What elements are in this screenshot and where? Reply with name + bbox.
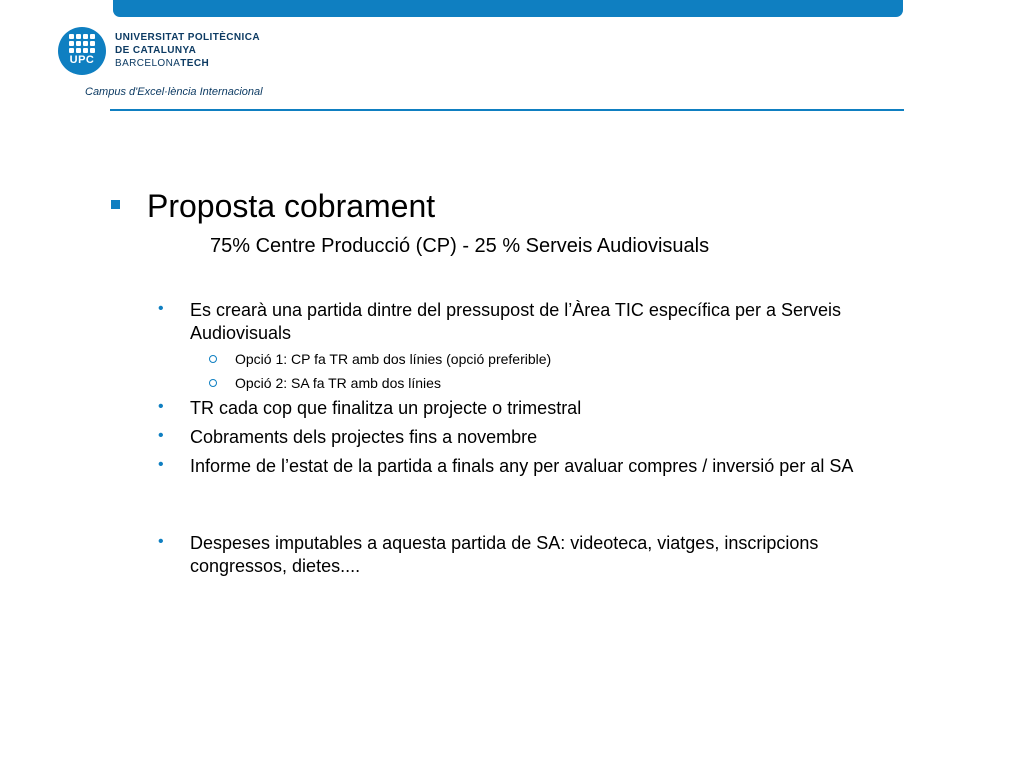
logo-line-1: UNIVERSITAT POLITÈCNICA [115,32,260,43]
upc-logo [58,27,308,102]
sub-list-item: Opció 1: CP fa TR amb dos línies (opció preferible) [235,351,552,367]
list-item: Informe de l’estat de la partida a finals any per avaluar compres / inversió per al SA [190,456,854,476]
logo-line-2: DE CATALUNYA [115,45,197,56]
list-item: Cobraments dels projectes fins a novembre [190,427,538,447]
logo-line-3: BARCELONATECH [115,58,210,69]
list-item: Es crearà una partida dintre del pressupost de l’Àrea TIC específica per a Serveis Audiovisuals [190,300,842,343]
list-item: TR cada cop que finalitza un projecte o trimestral [190,398,582,418]
slide-subtitle: 75% Centre Producció (CP) - 25 % Serveis Audiovisuals [210,235,710,257]
logo-campus-tagline: Campus d'Excel·lència Internacional [85,86,263,98]
title-bullet-icon [111,200,120,209]
bullet-icon: • [158,300,164,317]
bullet-icon: • [158,427,164,444]
slide-title: Proposta cobrament [147,188,436,224]
upc-logo-mark [58,27,106,75]
bullet-icon: • [158,533,164,550]
logo-circle-text: UPC [69,54,95,66]
bullet-icon: • [158,456,164,473]
logo-dots-icon [69,34,95,52]
list-item: Despeses imputables a aquesta partida de SA: videoteca, viatges, inscripcions congressos, dietes.... [190,533,819,576]
sub-bullet-icon [209,379,217,387]
sub-list-item: Opció 2: SA fa TR amb dos línies [235,375,441,391]
bullet-icon: • [158,398,164,415]
header-divider [110,109,904,111]
sub-bullet-icon [209,355,217,363]
logo-university-name [115,31,260,70]
header-accent-bar [113,0,903,17]
